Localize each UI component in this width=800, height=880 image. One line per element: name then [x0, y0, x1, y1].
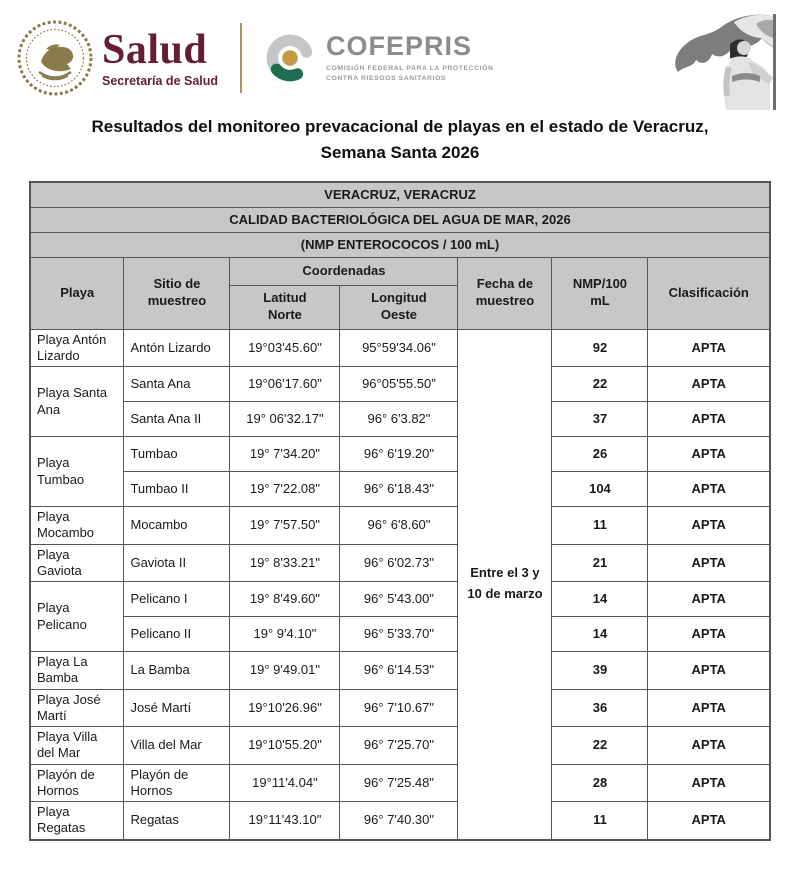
latitude-cell: 19° 7'22.08": [230, 472, 340, 507]
longitude-cell: 96° 5'33.70": [340, 617, 458, 652]
longitude-cell: 96° 6'19.20": [340, 437, 458, 472]
beach-name-cell: Playa Pelicano: [30, 582, 124, 652]
latitude-cell: 19° 8'49.60": [230, 582, 340, 617]
classification-cell: APTA: [648, 367, 770, 402]
sampling-site-cell: Tumbao II: [124, 472, 230, 507]
sampling-site-cell: José Martí: [124, 689, 230, 727]
longitude-cell: 96° 7'25.70": [340, 727, 458, 765]
salud-subtitle: Secretaría de Salud: [102, 73, 219, 88]
nmp-value-cell: 26: [552, 437, 648, 472]
latitude-cell: 19°10'26.96": [230, 689, 340, 727]
nmp-value-cell: 39: [552, 652, 648, 690]
classification-cell: APTA: [648, 764, 770, 802]
classification-cell: APTA: [648, 472, 770, 507]
beach-name-cell: Playa Tumbao: [30, 437, 124, 507]
longitude-cell: 96° 7'10.67": [340, 689, 458, 727]
table-row: [30, 764, 770, 802]
table-row: [30, 329, 770, 367]
cofepris-logo: [262, 30, 494, 86]
nmp-value-cell: 104: [552, 472, 648, 507]
latitude-cell: 19° 9'4.10": [230, 617, 340, 652]
beach-name-cell: Playa Mocambo: [30, 507, 124, 545]
latitude-cell: 19° 9'49.01": [230, 652, 340, 690]
classification-cell: APTA: [648, 652, 770, 690]
longitude-cell: 96° 5'43.00": [340, 582, 458, 617]
classification-cell: APTA: [648, 507, 770, 545]
longitude-cell: 95°59'34.06": [340, 329, 458, 367]
classification-cell: APTA: [648, 437, 770, 472]
longitude-cell: 96° 6'18.43": [340, 472, 458, 507]
beach-name-cell: Playa Antón Lizardo: [30, 329, 124, 367]
mexico-coat-of-arms-icon: [16, 19, 94, 97]
longitude-cell: 96° 7'40.30": [340, 802, 458, 840]
patria-flag-illustration: [662, 10, 788, 114]
table-row: [30, 507, 770, 545]
beach-name-cell: Playa La Bamba: [30, 652, 124, 690]
beach-name-cell: Playa Gaviota: [30, 544, 124, 582]
salud-wordmark: Salud: [102, 26, 208, 73]
sampling-date-cell: [458, 329, 552, 840]
water-quality-table: [29, 181, 771, 841]
beach-name-cell: Playa Villa del Mar: [30, 727, 124, 765]
sampling-site-cell: Villa del Mar: [124, 727, 230, 765]
table-row: [30, 367, 770, 402]
longitude-cell: 96° 6'02.73": [340, 544, 458, 582]
latitude-cell: 19° 7'57.50": [230, 507, 340, 545]
col-header-sitio: Sitio de muestreo: [124, 257, 230, 329]
banner-location: VERACRUZ, VERACRUZ: [30, 182, 770, 207]
nmp-value-cell: 22: [552, 367, 648, 402]
col-header-longitud: Longitud Oeste: [340, 285, 458, 329]
nmp-value-cell: 37: [552, 402, 648, 437]
longitude-cell: 96°05'55.50": [340, 367, 458, 402]
page-title-line2: Semana Santa 2026: [320, 142, 480, 162]
col-header-clasificacion: Clasificación: [648, 257, 770, 329]
cofepris-tagline-line1: COMISIÓN FEDERAL PARA LA PROTECCIÓN: [326, 65, 494, 73]
sampling-site-cell: Tumbao: [124, 437, 230, 472]
nmp-value-cell: 14: [552, 617, 648, 652]
latitude-cell: 19° 06'32.17": [230, 402, 340, 437]
sampling-site-cell: Playón de Hornos: [124, 764, 230, 802]
salud-logo: [102, 26, 219, 88]
latitude-cell: 19°10'55.20": [230, 727, 340, 765]
beach-name-cell: Playa Regatas: [30, 802, 124, 840]
banner-units: (NMP ENTEROCOCOS / 100 mL): [30, 232, 770, 257]
sampling-site-cell: Gaviota II: [124, 544, 230, 582]
latitude-cell: 19°11'4.04": [230, 764, 340, 802]
sampling-site-cell: Regatas: [124, 802, 230, 840]
col-header-nmp: NMP/100 mL: [552, 257, 648, 329]
classification-cell: APTA: [648, 544, 770, 582]
page-title-line1: Resultados del monitoreo prevacacional de playas en el estado de Veracruz,: [91, 117, 709, 136]
classification-cell: APTA: [648, 329, 770, 367]
header-logo-bar: [0, 0, 800, 100]
latitude-cell: 19°11'43.10": [230, 802, 340, 840]
col-header-playa: Playa: [30, 257, 124, 329]
sampling-site-cell: La Bamba: [124, 652, 230, 690]
latitude-cell: 19° 7'34.20": [230, 437, 340, 472]
table-row: [30, 437, 770, 472]
table-row: [30, 472, 770, 507]
col-header-latitud: Latitud Norte: [230, 285, 340, 329]
nmp-value-cell: 21: [552, 544, 648, 582]
col-header-fecha: Fecha de muestreo: [458, 257, 552, 329]
table-row: [30, 689, 770, 727]
table-row: [30, 727, 770, 765]
latitude-cell: 19°03'45.60": [230, 329, 340, 367]
table-body: [30, 329, 770, 840]
table-row: [30, 617, 770, 652]
sampling-site-cell: Santa Ana: [124, 367, 230, 402]
longitude-cell: 96° 6'8.60": [340, 507, 458, 545]
col-header-coordenadas: Coordenadas: [230, 257, 458, 285]
banner-subtitle: CALIDAD BACTERIOLÓGICA DEL AGUA DE MAR, 2026: [30, 207, 770, 232]
table-row: [30, 802, 770, 840]
nmp-value-cell: 14: [552, 582, 648, 617]
nmp-value-cell: 28: [552, 764, 648, 802]
classification-cell: APTA: [648, 402, 770, 437]
sampling-date-text: Entre el 3 y 10 de marzo: [467, 565, 543, 601]
sampling-site-cell: Mocambo: [124, 507, 230, 545]
sampling-site-cell: Santa Ana II: [124, 402, 230, 437]
latitude-cell: 19° 8'33.21": [230, 544, 340, 582]
sampling-site-cell: Pelicano I: [124, 582, 230, 617]
longitude-cell: 96° 6'3.82": [340, 402, 458, 437]
nmp-value-cell: 92: [552, 329, 648, 367]
latitude-cell: 19°06'17.60": [230, 367, 340, 402]
nmp-value-cell: 11: [552, 507, 648, 545]
table-row: [30, 652, 770, 690]
classification-cell: APTA: [648, 802, 770, 840]
sampling-site-cell: Pelicano II: [124, 617, 230, 652]
cofepris-wordmark: COFEPRIS: [326, 31, 473, 62]
page-title: [0, 114, 800, 165]
classification-cell: APTA: [648, 727, 770, 765]
nmp-value-cell: 36: [552, 689, 648, 727]
classification-cell: APTA: [648, 689, 770, 727]
table-row: [30, 402, 770, 437]
logo-divider: [240, 23, 242, 93]
longitude-cell: 96° 6'14.53": [340, 652, 458, 690]
nmp-value-cell: 11: [552, 802, 648, 840]
sampling-site-cell: Antón Lizardo: [124, 329, 230, 367]
classification-cell: APTA: [648, 617, 770, 652]
beach-name-cell: Playa Santa Ana: [30, 367, 124, 437]
nmp-value-cell: 22: [552, 727, 648, 765]
cofepris-tagline-line2: CONTRA RIESGOS SANITARIOS: [326, 74, 447, 82]
beach-name-cell: Playa José Martí: [30, 689, 124, 727]
cofepris-c-icon: [262, 30, 318, 86]
longitude-cell: 96° 7'25.48": [340, 764, 458, 802]
table-row: [30, 544, 770, 582]
table-row: [30, 582, 770, 617]
classification-cell: APTA: [648, 582, 770, 617]
beach-name-cell: Playón de Hornos: [30, 764, 124, 802]
